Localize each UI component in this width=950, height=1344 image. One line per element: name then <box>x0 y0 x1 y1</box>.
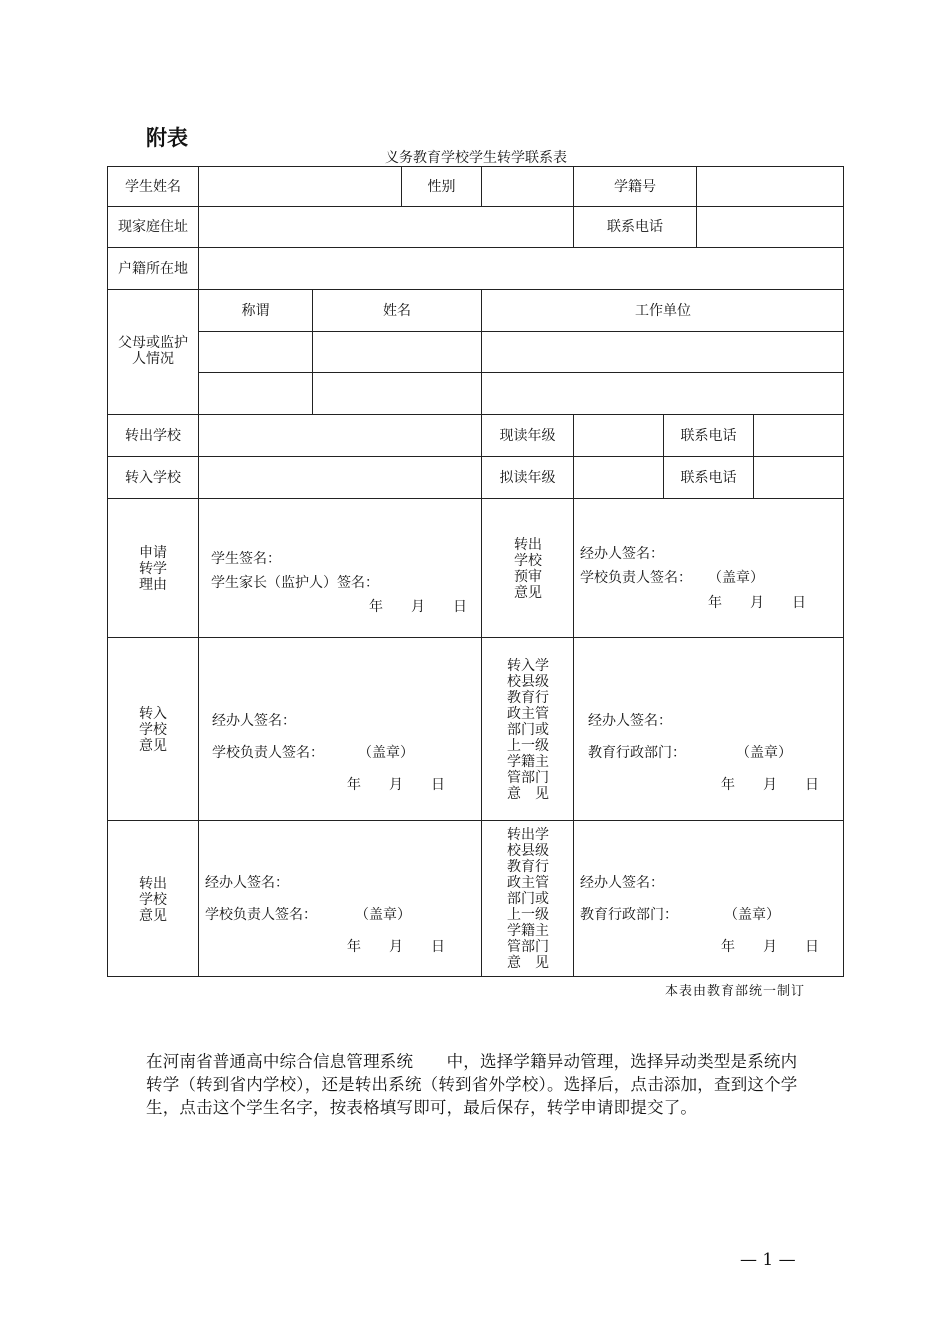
in-county-label-text <box>488 658 568 802</box>
field-transfer-in-school[interactable] <box>198 456 481 498</box>
out-county-date-label: 年 月 日 <box>721 939 819 955</box>
field-guardian1-relation[interactable] <box>198 331 312 372</box>
out-school-label-text <box>113 876 193 924</box>
parent-signature-label: 学生家长（监护人）签名： <box>211 575 379 591</box>
field-in-county-opinion[interactable] <box>573 637 844 820</box>
principal-signature-label: 学校负责人签名： <box>580 570 692 586</box>
in-county-label-line: 上一级 <box>507 738 549 754</box>
seal-label: （盖章） <box>355 907 411 923</box>
handler-signature-label: 经办人签名： <box>580 546 664 562</box>
label-transfer-in-school: 转入学校 <box>107 456 198 498</box>
label-household-registration: 户籍所在地 <box>107 247 198 289</box>
field-current-grade[interactable] <box>573 414 663 456</box>
out-county-label-line: 教育行 <box>507 859 549 875</box>
handler-signature-label: 经办人签名： <box>588 713 672 729</box>
label-in-county-opinion <box>481 637 573 820</box>
field-out-school-opinion[interactable] <box>198 820 481 977</box>
field-out-county-opinion[interactable] <box>573 820 844 977</box>
student-signature-label: 学生签名： <box>211 551 281 567</box>
apply-label-line: 理由 <box>139 577 167 593</box>
label-out-school-phone: 联系电话 <box>663 414 753 456</box>
education-dept-label: 教育行政部门： <box>588 745 686 761</box>
field-household-registration[interactable] <box>198 247 844 289</box>
out-school-date-label: 年 月 日 <box>347 939 445 955</box>
field-guardian2-relation[interactable] <box>198 372 312 414</box>
pre-review-label-line: 转出 <box>514 537 542 553</box>
field-gender[interactable] <box>481 166 573 206</box>
out-county-label-line: 部门或 <box>507 891 549 907</box>
in-school-label-line: 意见 <box>139 738 167 754</box>
handler-signature-label: 经办人签名： <box>212 713 296 729</box>
field-contact-phone[interactable] <box>696 206 844 247</box>
seal-label: （盖章） <box>358 745 414 761</box>
in-school-label-line: 转入 <box>139 706 167 722</box>
label-contact-phone: 联系电话 <box>573 206 696 247</box>
header-workplace: 工作单位 <box>481 289 844 331</box>
header-guardian-name: 姓名 <box>312 289 481 331</box>
attachment-title: 附表 <box>146 126 188 150</box>
out-county-label-line: 管部门 <box>507 939 549 955</box>
out-county-label-line: 上一级 <box>507 907 549 923</box>
label-intended-grade: 拟读年级 <box>481 456 573 498</box>
out-county-label-line: 意 见 <box>507 955 549 971</box>
apply-label-line: 转学 <box>139 561 167 577</box>
page-number: — 1 — <box>740 1250 796 1270</box>
out-county-label-line: 政主管 <box>507 875 549 891</box>
field-student-name[interactable] <box>198 166 401 206</box>
field-out-school-phone[interactable] <box>753 414 844 456</box>
in-county-label-line: 管部门 <box>507 770 549 786</box>
out-school-label-line: 意见 <box>139 908 167 924</box>
out-county-label-line: 学籍主 <box>507 923 549 939</box>
in-school-label-line: 学校 <box>139 722 167 738</box>
label-current-grade: 现读年级 <box>481 414 573 456</box>
guardian-label-text <box>113 335 193 367</box>
instructions-paragraph: 在河南省普通高中综合信息管理系统 中，选择学籍异动管理，选择异动类型是系统内转学（转到省内学校），还是转出系统（转到省外学校）。选择后，点击添加，查到这个学生，点击这个学生名字，按表格填写即可，最后保存，转学申请即提交了。 <box>146 1052 798 1117</box>
in-county-date-label: 年 月 日 <box>721 777 819 793</box>
apply-label-line: 申请 <box>139 545 167 561</box>
out-school-label-line: 转出 <box>139 876 167 892</box>
field-application-reason[interactable] <box>198 498 481 637</box>
label-out-school-opinion <box>107 820 198 977</box>
pre-review-date-label: 年 月 日 <box>708 595 806 611</box>
label-out-county-opinion <box>481 820 573 977</box>
label-gender: 性别 <box>401 166 481 206</box>
label-pre-review-opinion <box>481 498 573 637</box>
label-home-address: 现家庭住址 <box>107 206 198 247</box>
field-student-id[interactable] <box>696 166 844 206</box>
pre-review-label-text <box>488 537 568 601</box>
apply-date-label: 年 月 日 <box>369 599 467 615</box>
field-pre-review-opinion[interactable] <box>573 498 844 637</box>
seal-label: （盖章） <box>724 907 780 923</box>
field-in-school-phone[interactable] <box>753 456 844 498</box>
label-guardian-info <box>107 289 198 414</box>
handler-signature-label: 经办人签名： <box>580 875 664 891</box>
pre-review-label-line: 学校 <box>514 553 542 569</box>
out-county-label-text <box>488 827 568 971</box>
in-county-label-line: 学籍主 <box>507 754 549 770</box>
in-county-label-line: 转入学 <box>507 658 549 674</box>
apply-label-text <box>113 545 193 593</box>
form-title: 义务教育学校学生转学联系表 <box>385 150 567 166</box>
field-home-address[interactable] <box>198 206 573 247</box>
in-school-label-text <box>113 706 193 754</box>
pre-review-label-line: 预审 <box>514 569 542 585</box>
principal-signature-label: 学校负责人签名： <box>212 745 324 761</box>
in-county-label-line: 政主管 <box>507 706 549 722</box>
field-transfer-out-school[interactable] <box>198 414 481 456</box>
label-in-school-phone: 联系电话 <box>663 456 753 498</box>
label-student-id: 学籍号 <box>573 166 696 206</box>
field-guardian2-name[interactable] <box>312 372 481 414</box>
label-in-school-opinion <box>107 637 198 820</box>
in-county-label-line: 教育行 <box>507 690 549 706</box>
label-application-reason <box>107 498 198 637</box>
form-footnote: 本表由教育部统一制订 <box>664 984 805 999</box>
label-student-name: 学生姓名 <box>107 166 198 206</box>
pre-review-label-line: 意见 <box>514 585 542 601</box>
in-county-label-line: 意 见 <box>507 786 549 802</box>
in-school-date-label: 年 月 日 <box>347 777 445 793</box>
field-guardian1-name[interactable] <box>312 331 481 372</box>
principal-signature-label: 学校负责人签名： <box>205 907 317 923</box>
guardian-label-line: 父母或监护 <box>118 335 188 351</box>
field-intended-grade[interactable] <box>573 456 663 498</box>
field-guardian1-workplace[interactable] <box>481 331 844 372</box>
handler-signature-label: 经办人签名： <box>205 875 289 891</box>
out-school-label-line: 学校 <box>139 892 167 908</box>
guardian-label-line: 人情况 <box>132 351 174 367</box>
out-county-label-line: 校县级 <box>507 843 549 859</box>
field-guardian2-workplace[interactable] <box>481 372 844 414</box>
out-county-label-line: 转出学 <box>507 827 549 843</box>
label-transfer-out-school: 转出学校 <box>107 414 198 456</box>
education-dept-label: 教育行政部门： <box>580 907 678 923</box>
in-county-label-line: 校县级 <box>507 674 549 690</box>
header-relation: 称谓 <box>198 289 312 331</box>
seal-label: （盖章） <box>708 570 764 586</box>
in-county-label-line: 部门或 <box>507 722 549 738</box>
field-in-school-opinion[interactable] <box>198 637 481 820</box>
seal-label: （盖章） <box>736 745 792 761</box>
